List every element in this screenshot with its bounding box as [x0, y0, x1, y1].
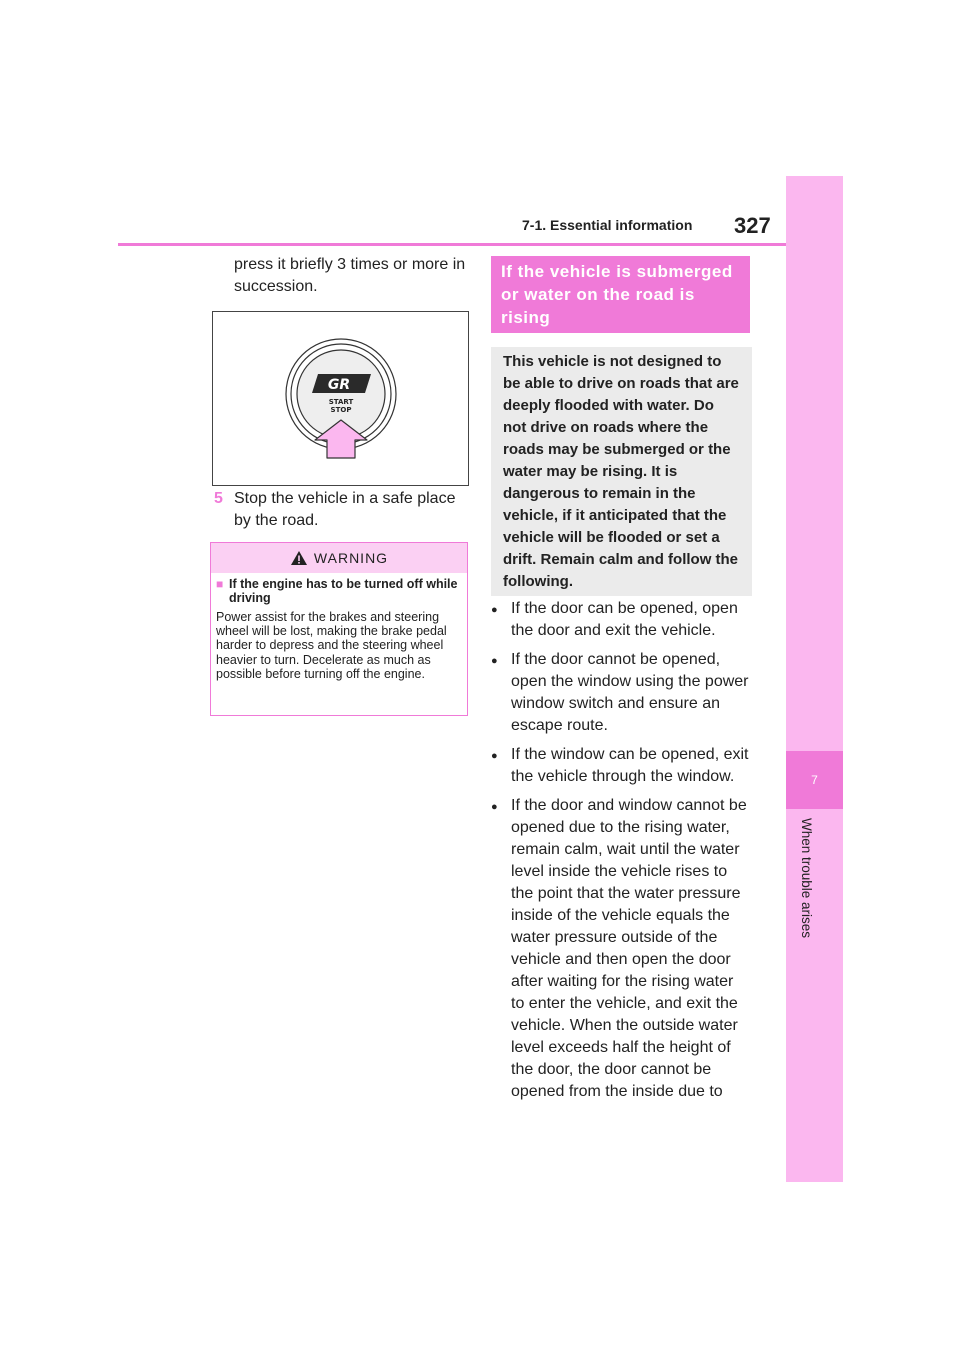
list-item-text: If the window can be opened, exit the vehicle through the window. — [511, 746, 749, 785]
warning-body — [211, 573, 467, 681]
warning-subheading-text: If the engine has to be turned off while driving — [229, 577, 458, 605]
bullet-dot-icon: ● — [491, 604, 498, 616]
warning-triangle-icon — [290, 550, 308, 566]
chapter-side-tab — [786, 176, 843, 1182]
section-heading: If the vehicle is submerged or water on the road is rising — [491, 256, 750, 333]
list-item-text: If the door cannot be opened, open the window using the power window switch and ensure an escape route. — [511, 651, 749, 734]
list-item — [491, 744, 761, 788]
step-text: Stop the vehicle in a safe place by the road. — [234, 490, 456, 529]
stop-label: STOP — [330, 406, 352, 414]
header-rule — [118, 243, 786, 246]
page-number: 327 — [734, 213, 771, 238]
svg-text:GR: GR — [327, 377, 351, 393]
list-item-text: If the door and window cannot be opened due to the rising water, remain calm, wait until the water level inside the vehicle rises to the point that the water pressure inside of the vehicle equals the water pressure outside of the vehicle and then open the door after waiting for the rising water to enter the vehicle, and exit the vehicle. When the outside water level exceeds half the height of the door, the door cannot be opened from the inside due to — [511, 797, 747, 1100]
list-item — [491, 649, 761, 737]
square-bullet-icon: ■ — [216, 577, 224, 591]
step-5 — [214, 488, 468, 532]
chapter-title-vertical: When trouble arises — [799, 818, 814, 939]
bullet-dot-icon: ● — [491, 655, 498, 667]
warning-label: WARNING — [313, 550, 389, 566]
warning-box — [210, 542, 468, 716]
warning-subheading — [216, 577, 461, 605]
list-item — [491, 795, 761, 1103]
bullet-dot-icon: ● — [491, 801, 498, 813]
step-number: 5 — [214, 490, 223, 507]
section-title: 7-1. Essential information — [522, 217, 693, 233]
start-stop-illustration — [213, 312, 468, 485]
start-label: START — [328, 398, 354, 406]
list-item — [491, 598, 761, 642]
gr-logo — [312, 374, 371, 393]
warning-text: Power assist for the brakes and steering wheel will be lost, making the brake pedal harder to depress and the steering wheel heavier to turn. Decelerate as much as possible before turning off the engine. — [216, 610, 447, 681]
bullet-list — [491, 598, 761, 1110]
chapter-number-tab[interactable]: 7 — [786, 751, 843, 809]
continued-paragraph: press it briefly 3 times or more in succession. — [234, 256, 466, 295]
warning-header — [211, 543, 467, 573]
notice-box: This vehicle is not designed to be able to drive on roads that are deeply flooded with water. Do not drive on roads where the roads may be submerged or the water may be rising. It is dangerous to remain in the vehicle, if it anticipated that the vehicle will be flooded or set a drift. Remain calm and follow the following. — [491, 347, 752, 596]
bullet-dot-icon: ● — [491, 750, 498, 762]
list-item-text: If the door can be opened, open the door and exit the vehicle. — [511, 600, 738, 639]
start-stop-button-figure — [212, 311, 469, 486]
